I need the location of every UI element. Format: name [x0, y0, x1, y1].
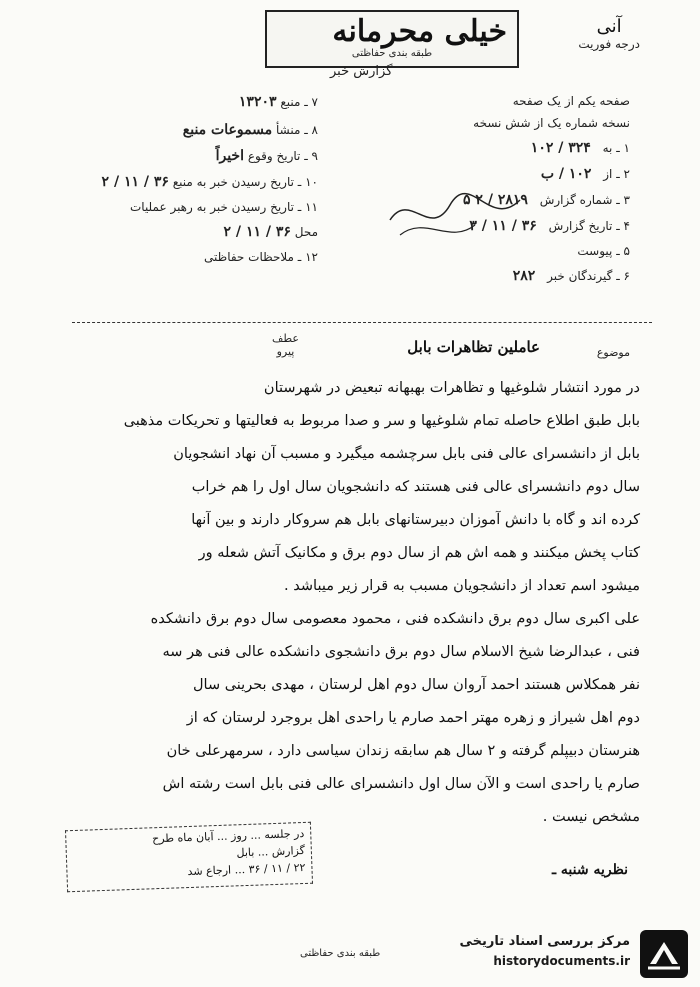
priority-label: درجه فوریت [578, 37, 640, 51]
field-place-value: ۳۶ / ۱۱ / ۲ [223, 224, 291, 240]
field-source [229, 94, 318, 110]
field-event-date-label: ۹ ـ تاریخ وقوع [247, 149, 318, 163]
field-from [541, 166, 630, 182]
field-to [531, 140, 630, 156]
field-place-label: محل [294, 225, 318, 239]
body-line: کرده اند و گاه با دانش آموزان دبیرستانهای بابل هم سروکار دارند و بین آنها [191, 512, 640, 528]
classification-stamp [265, 10, 519, 68]
field-receipt-ops-label: ۱۱ ـ تاریخ رسیدن خبر به رهبر عملیات [129, 200, 318, 214]
field-reliability-value: مسموعات منبع [182, 122, 273, 138]
body-line: هنرستان دبیپلم گرفته و ۲ سال هم سابقه زندان سیاسی دارد ، سرمهرعلی خان [166, 743, 640, 759]
watermark-logo [428, 928, 690, 980]
header-divider [72, 322, 652, 323]
body-line: سال دوم دانشسرای عالی فنی هستند که دانشجویان سال اول را هم خراب [191, 479, 640, 495]
field-event-date [206, 148, 318, 164]
field-reliability [173, 122, 318, 138]
body-line: نفر همکلاس هستند احمد آروان سال دوم اهل لرستان ، مهدی بحرینی سال [192, 677, 640, 693]
field-from-value: ۱۰۲ / ب [540, 166, 592, 182]
follow-label: پیرو [276, 345, 295, 358]
priority-value: آنی [596, 16, 622, 37]
subject-label: موضوع [596, 346, 630, 359]
field-report-date-label: ۴ ـ تاریخ گزارش [548, 219, 630, 233]
report-title: گزارش خبر [330, 64, 393, 79]
field-receipt-source-value: ۳۶ / ۱۱ / ۲ [101, 174, 169, 190]
field-from-label: ۲ ـ از [603, 167, 630, 181]
handwritten-note-line: ۲۲ / ۱۱ / ۳۶ ... ارجاع شد [187, 860, 306, 879]
field-report-no-label: ۳ ـ شماره گزارش [539, 193, 630, 207]
field-place [214, 224, 318, 240]
watermark-name: مرکز بررسی اسناد تاریخی [459, 934, 630, 949]
subject-value: عاملین تظاهرات بابل [407, 338, 540, 356]
body-line: کتاب پخش میکنند و همه اش هم از سال دوم برق و مکانیک آتش شعله ور [198, 545, 640, 561]
field-event-date-value: اخیراً [215, 148, 244, 164]
field-report-date-value: ۳۶ / ۱۱ / ۳ [469, 218, 537, 234]
report-body [62, 372, 640, 834]
archive-logo-icon [638, 928, 690, 980]
field-source-value: ۱۳۲۰۳ [238, 94, 277, 110]
field-report-no-value: ۲۸۱۹ / ۲ ۵ [463, 192, 528, 208]
body-line: میشود اسم تعداد از دانشجویان مسبب به قرار زیر میباشد . [284, 578, 640, 594]
body-line: بابل طبق اطلاع حاصله تمام شلوغیها و سر و صدا مربوط به فعالیتها و تحریکات مذهبی [123, 413, 640, 429]
field-attachment [577, 244, 630, 258]
body-line: مشخص نیست . [542, 809, 640, 825]
field-recipients-value: ۲۸۲ [512, 268, 536, 284]
handwritten-scribble [380, 180, 530, 250]
field-security-notes [204, 250, 318, 264]
conclusion-line: نظریه شنبه ـ [551, 862, 628, 878]
priority-block [578, 16, 640, 51]
handwritten-note-line: در جلسه ... روز ... آبان ماه طرح [151, 826, 305, 846]
page-info: صفحه یکم از یک صفحه [512, 94, 630, 108]
handwritten-note [65, 822, 313, 893]
copy-info: نسخه شماره یک از شش نسخه [473, 116, 630, 130]
reference-block [272, 332, 299, 358]
atf-label: عطف [272, 332, 299, 345]
watermark-url: historydocuments.ir [493, 954, 630, 968]
field-reliability-label: ۸ ـ منشأ [275, 123, 318, 137]
field-to-label: ۱ ـ به [602, 141, 630, 155]
field-security-notes-label: ۱۲ ـ ملاحظات حفاظتی [204, 250, 318, 264]
classification-text: خیلی محرمانه [332, 14, 507, 49]
body-line: بابل از دانشسرای عالی فنی بابل سرچشمه میگیرد و مسبب آن نهاد انشجویان [173, 446, 640, 462]
footer-stamp: طبقه بندی حفاظتی [300, 948, 381, 959]
field-recipients [513, 268, 630, 284]
classification-sub: طبقه بندی حفاظتی [351, 48, 433, 59]
field-receipt-ops [130, 200, 318, 214]
field-receipt-source [92, 174, 318, 190]
body-line: فنی ، عبدالرضا شیخ الاسلام سال دوم برق دانشجوی دانشکده عالی فنی هر سه [162, 644, 640, 660]
body-line: دوم اهل شیراز و زهره مهتر احمد صارم یا راحدی اهل بروجرد لرستان که از [186, 710, 640, 726]
field-to-value: ۳۲۴ / ۱۰۲ [530, 140, 591, 156]
body-line: علی اکبری سال دوم برق دانشکده فنی ، محمود معصومی سال دوم برق دانشکده [150, 611, 640, 627]
body-line: صارم یا راحدی است و الآن سال اول دانشسرای عالی فنی بابل است رشته اش [162, 776, 640, 792]
field-receipt-source-label: ۱۰ ـ تاریخ رسیدن خبر به منبع [172, 175, 318, 189]
field-attachment-label: ۵ ـ پیوست [577, 244, 630, 258]
handwritten-note-line: گزارش ... بابل [236, 843, 306, 860]
field-recipients-label: ۶ ـ گیرندگان خبر [547, 269, 630, 283]
field-source-label: ۷ ـ منبع [280, 95, 318, 109]
body-line: در مورد انتشار شلوغیها و تظاهرات بهبهانه تبعیض در شهرستان [263, 380, 640, 396]
